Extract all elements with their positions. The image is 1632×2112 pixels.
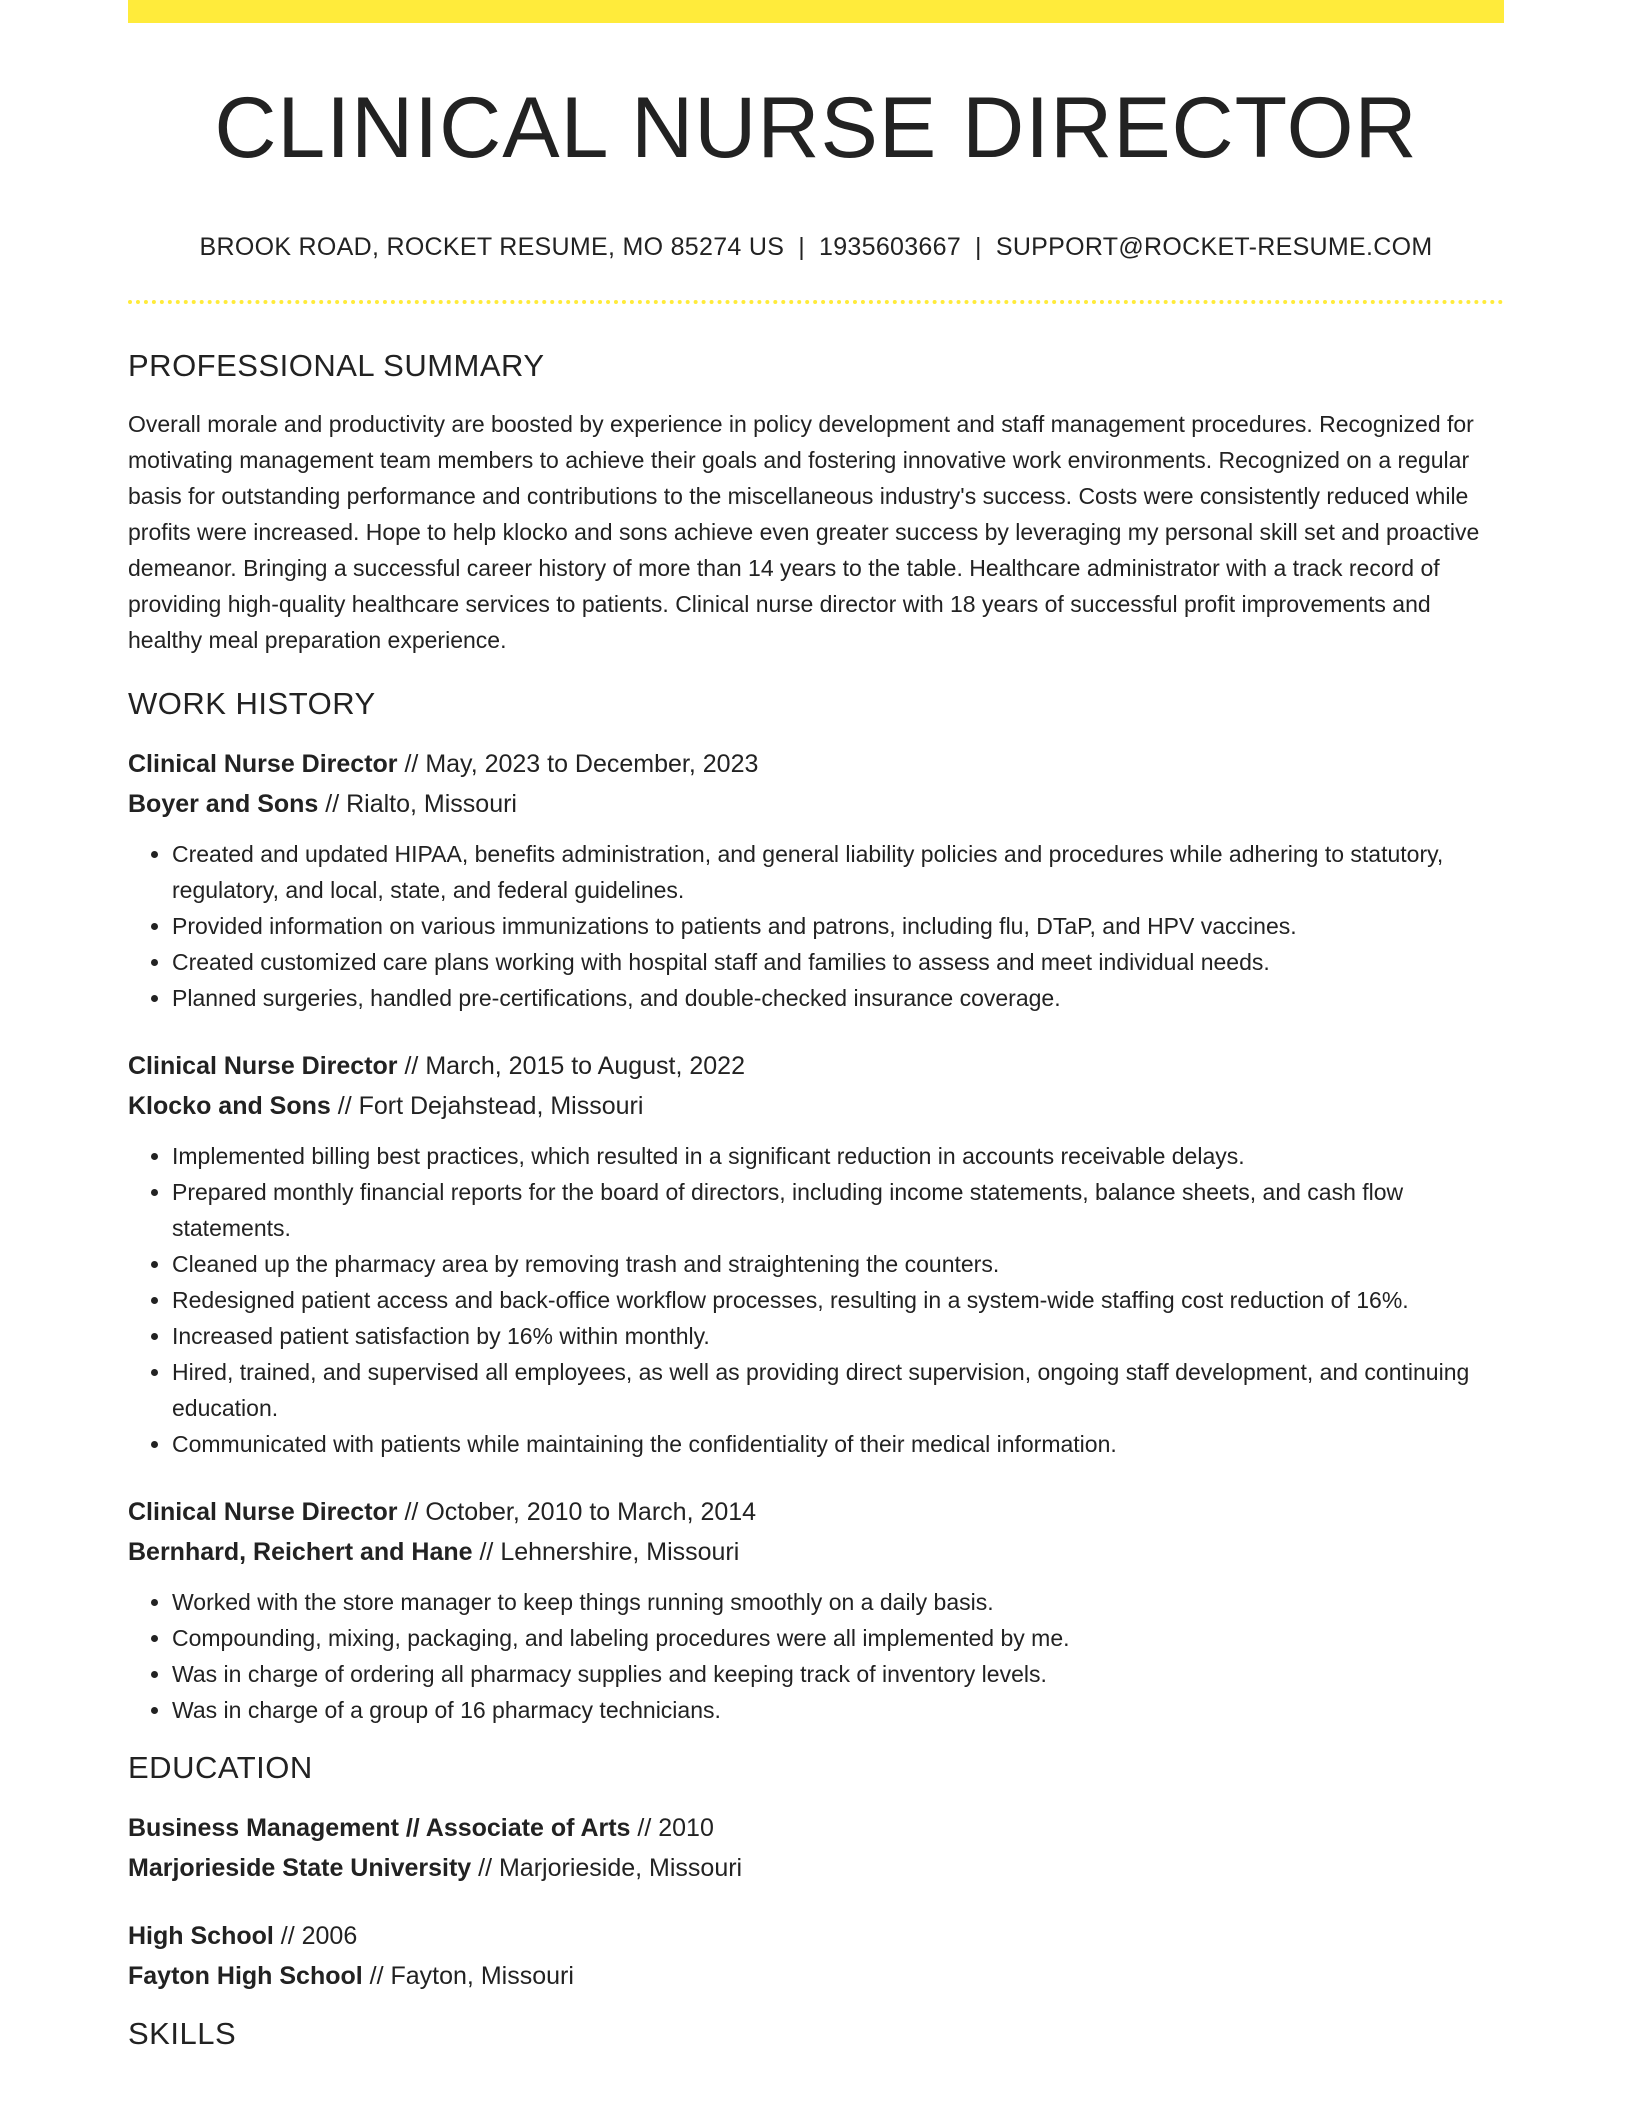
job-bullet: • Was in charge of ordering all pharmacy supplies and keeping track of inventory levels. xyxy=(172,1656,1504,1692)
job-bullet: • Redesigned patient access and back-office workflow processes, resulting in a system-wide staffing cost reduction of 16%. xyxy=(172,1282,1504,1318)
job-dates: // October, 2010 to March, 2014 xyxy=(397,1498,757,1526)
contact-separator: | xyxy=(975,233,982,261)
job-entry xyxy=(128,1046,1504,1462)
contact-email: SUPPORT@ROCKET-RESUME.COM xyxy=(995,233,1433,261)
education-entry xyxy=(128,1808,1504,1888)
job-bullet: • Communicated with patients while maintaining the confidentiality of their medical information. xyxy=(172,1426,1504,1462)
job-bullet: • Worked with the store manager to keep things running smoothly on a daily basis. xyxy=(172,1584,1504,1620)
section-title-skills: SKILLS xyxy=(128,2016,237,2051)
job-company-line xyxy=(128,784,1504,824)
education-degree: High School xyxy=(128,1922,274,1950)
education-school: Marjorieside State University xyxy=(128,1854,472,1882)
job-bullet: • Hired, trained, and supervised all employees, as well as providing direct supervision, ongoing staff development, and continuing education. xyxy=(172,1354,1504,1426)
education-degree: Business Management // Associate of Arts xyxy=(128,1814,631,1842)
job-company-line xyxy=(128,1532,1504,1572)
job-entry xyxy=(128,1492,1504,1728)
job-location: // Lehnershire, Missouri xyxy=(472,1538,740,1566)
section-title-summary: PROFESSIONAL SUMMARY xyxy=(128,348,545,383)
contact-address: BROOK ROAD, ROCKET RESUME, MO 85274 US xyxy=(199,233,785,261)
job-entry xyxy=(128,744,1504,1016)
resume-name: CLINICAL NURSE DIRECTOR xyxy=(214,80,1418,176)
job-bullet: • Compounding, mixing, packaging, and labeling procedures were all implemented by me. xyxy=(172,1620,1504,1656)
job-role: Clinical Nurse Director xyxy=(128,750,398,778)
job-location: // Rialto, Missouri xyxy=(318,790,517,818)
job-bullet: • Increased patient satisfaction by 16% within monthly. xyxy=(172,1318,1504,1354)
accent-top-bar xyxy=(128,0,1504,23)
education-degree-line xyxy=(128,1916,1504,1956)
job-bullet: • Created customized care plans working with hospital staff and families to assess and meet individual needs. xyxy=(172,944,1504,980)
job-dates: // May, 2023 to December, 2023 xyxy=(397,750,759,778)
job-title-line xyxy=(128,1046,1504,1086)
job-role: Clinical Nurse Director xyxy=(128,1052,398,1080)
education-school: Fayton High School xyxy=(128,1962,363,1990)
education-degree-line xyxy=(128,1808,1504,1848)
job-title-line xyxy=(128,1492,1504,1532)
job-bullets xyxy=(128,1138,1504,1462)
job-bullet: • Implemented billing best practices, which resulted in a significant reduction in accounts receivable delays. xyxy=(172,1138,1504,1174)
job-bullet: • Was in charge of a group of 16 pharmacy technicians. xyxy=(172,1692,1504,1728)
contact-separator: | xyxy=(798,233,805,261)
job-bullet: • Cleaned up the pharmacy area by removing trash and straightening the counters. xyxy=(172,1246,1504,1282)
education-year: // 2006 xyxy=(273,1922,358,1950)
education-school-line xyxy=(128,1956,1504,1996)
job-role: Clinical Nurse Director xyxy=(128,1498,398,1526)
education-school-line xyxy=(128,1848,1504,1888)
contact-phone: 1935603667 xyxy=(819,233,962,261)
job-bullet: • Planned surgeries, handled pre-certifications, and double-checked insurance coverage. xyxy=(172,980,1504,1016)
job-bullets xyxy=(128,1584,1504,1728)
section-title-work-history: WORK HISTORY xyxy=(128,686,376,721)
job-bullets xyxy=(128,836,1504,1016)
job-bullet: • Created and updated HIPAA, benefits administration, and general liability policies and procedures while adhering to statutory, regulatory, and local, state, and federal guidelines. xyxy=(172,836,1504,908)
job-dates: // March, 2015 to August, 2022 xyxy=(397,1052,745,1080)
header-divider xyxy=(128,300,1504,304)
job-company: Bernhard, Reichert and Hane xyxy=(128,1538,473,1566)
education-location: // Marjorieside, Missouri xyxy=(471,1854,743,1882)
job-company: Boyer and Sons xyxy=(128,790,319,818)
contact-line xyxy=(128,233,1504,262)
job-company: Klocko and Sons xyxy=(128,1092,331,1120)
education-entry xyxy=(128,1916,1504,1996)
summary-text: Overall morale and productivity are boosted by experience in policy development and staff management procedures. Recognized for motivating management team members to achieve their goals and fostering innovative work environments. Recognized on a regular basis for outstanding performance and contributions to the miscellaneous industry's success. Costs were consistently reduced while profits were increased. Hope to help klocko and sons achieve even greater success by leveraging my personal skill set and proactive demeanor. Bringing a successful career history of more than 14 years to the table. Healthcare administrator with a track record of providing high-quality healthcare services to patients. Clinical nurse director with 18 years of successful profit improvements and healthy meal preparation experience. xyxy=(128,411,1480,653)
job-location: // Fort Dejahstead, Missouri xyxy=(330,1092,644,1120)
resume-page xyxy=(128,0,1504,2052)
education-year: // 2010 xyxy=(630,1814,714,1842)
job-company-line xyxy=(128,1086,1504,1126)
section-title-education: EDUCATION xyxy=(128,1750,313,1785)
job-bullet: • Provided information on various immunizations to patients and patrons, including flu, DTaP, and HPV vaccines. xyxy=(172,908,1504,944)
job-bullet: • Prepared monthly financial reports for the board of directors, including income statements, balance sheets, and cash flow statements. xyxy=(172,1174,1504,1246)
education-location: // Fayton, Missouri xyxy=(362,1962,574,1990)
job-title-line xyxy=(128,744,1504,784)
